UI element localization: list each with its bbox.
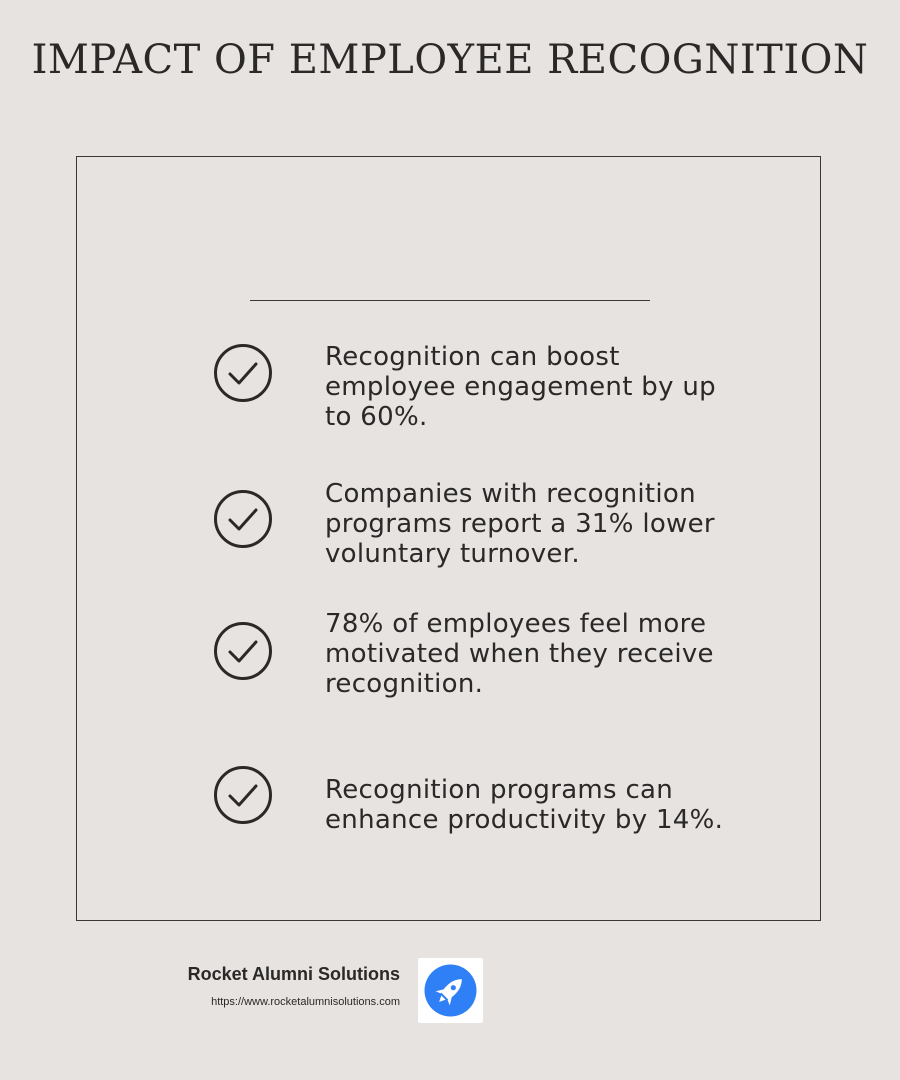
company-logo	[418, 958, 483, 1023]
check-circle-icon	[213, 343, 273, 403]
stat-text: Recognition can boost employee engagement by up to 60%.	[325, 342, 716, 432]
stat-item	[77, 765, 822, 865]
check-circle-icon	[213, 765, 273, 825]
stat-text: Companies with recognition programs report a 31% lower voluntary turnover.	[325, 479, 715, 569]
check-circle-icon	[213, 489, 273, 549]
stat-item	[77, 479, 822, 579]
stat-item	[77, 342, 822, 442]
page-title: IMPACT OF EMPLOYEE RECOGNITION	[31, 37, 869, 83]
stat-text: 78% of employees feel more motivated when they receive recognition.	[325, 609, 714, 699]
stat-text: Recognition programs can enhance productivity by 14%.	[325, 775, 724, 835]
company-url[interactable]: https://www.rocketalumnisolutions.com	[211, 996, 400, 1008]
rocket-icon	[418, 958, 483, 1023]
stat-item	[77, 609, 822, 709]
stats-card	[76, 156, 821, 921]
check-circle-icon	[213, 621, 273, 681]
divider	[250, 300, 650, 301]
company-name: Rocket Alumni Solutions	[187, 964, 400, 984]
